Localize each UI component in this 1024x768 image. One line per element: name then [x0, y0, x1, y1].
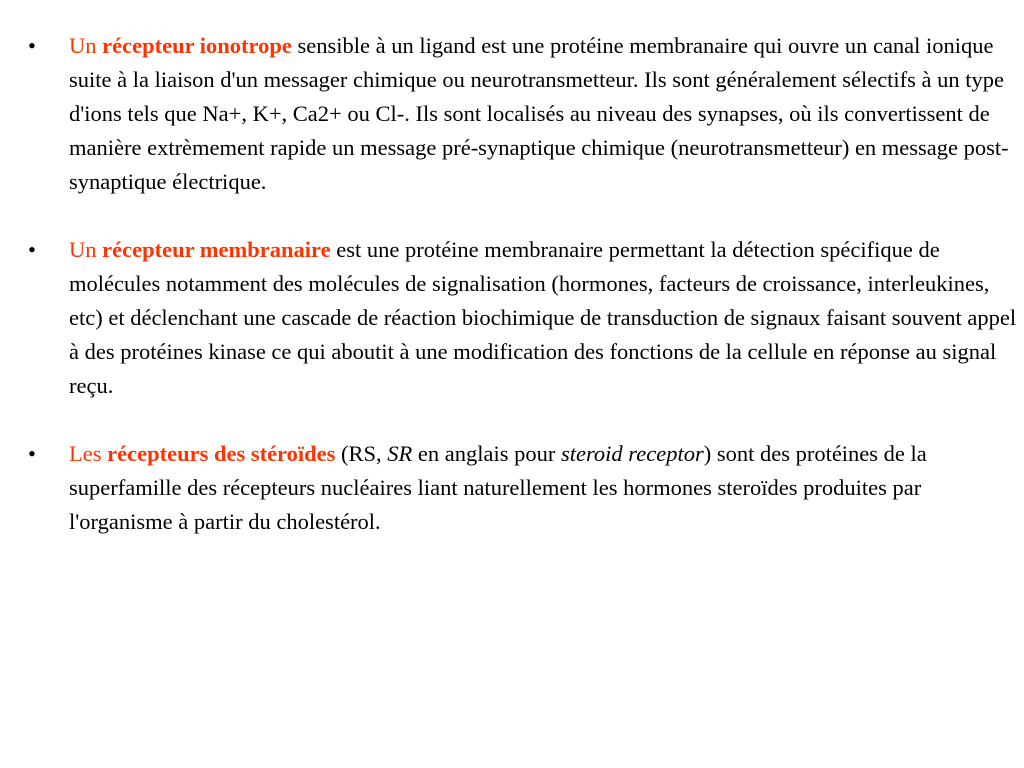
term-ionotropic-receptor: récepteur ionotrope: [102, 33, 292, 58]
bullet-body-part: en anglais pour: [412, 441, 562, 466]
italic-abbreviation: SR: [387, 441, 413, 466]
bullet-list: [28, 29, 1018, 573]
bullet-icon: •: [28, 441, 36, 466]
bullet-lead: Un: [69, 33, 103, 58]
italic-english-term: steroid receptor: [561, 441, 704, 466]
term-steroid-receptors: récepteurs des stéroïdes: [107, 441, 336, 466]
bullet-lead: Un: [69, 237, 103, 262]
bullet-icon: •: [28, 237, 36, 262]
bullet-body: sensible à un ligand est une protéine membranaire qui ouvre un canal ionique suite à la liaison d'un messager chimique ou neurotransmetteur. Ils sont généralement sélectifs à un type d'ions tels que Na+, K+, Ca2+ ou Cl-. Ils sont localisés au niveau des synapses, où ils convertissent de manière extrèmement rapide un message pré-synaptique chimique (neurotransmetteur) en message post-synaptique électrique.: [69, 33, 1009, 194]
bullet-body: est une protéine membranaire permettant la détection spécifique de molécules notamment des molécules de signalisation (hormones, facteurs de croissance, interleukines, etc) et déclenchant une cascade de réaction biochimique de transduction de signaux faisant souvent appel à des protéines kinase ce qui aboutit à une modification des fonctions de la cellule en réponse au signal reçu.: [69, 237, 1017, 398]
bullet-lead: Les: [69, 441, 108, 466]
bullet-item-ionotropic-receptor: [28, 29, 1018, 199]
bullet-icon: •: [28, 33, 36, 58]
bullet-item-membrane-receptor: [28, 233, 1018, 403]
bullet-item-steroid-receptors: [28, 437, 1018, 539]
bullet-body-part: ) sont des protéines de la superfamille des récepteurs nucléaires liant naturellement les hormones steroïdes produites par l'organisme à partir du cholestérol.: [69, 441, 927, 534]
term-membrane-receptor: récepteur membranaire: [102, 237, 331, 262]
bullet-body-part: (RS,: [335, 441, 388, 466]
